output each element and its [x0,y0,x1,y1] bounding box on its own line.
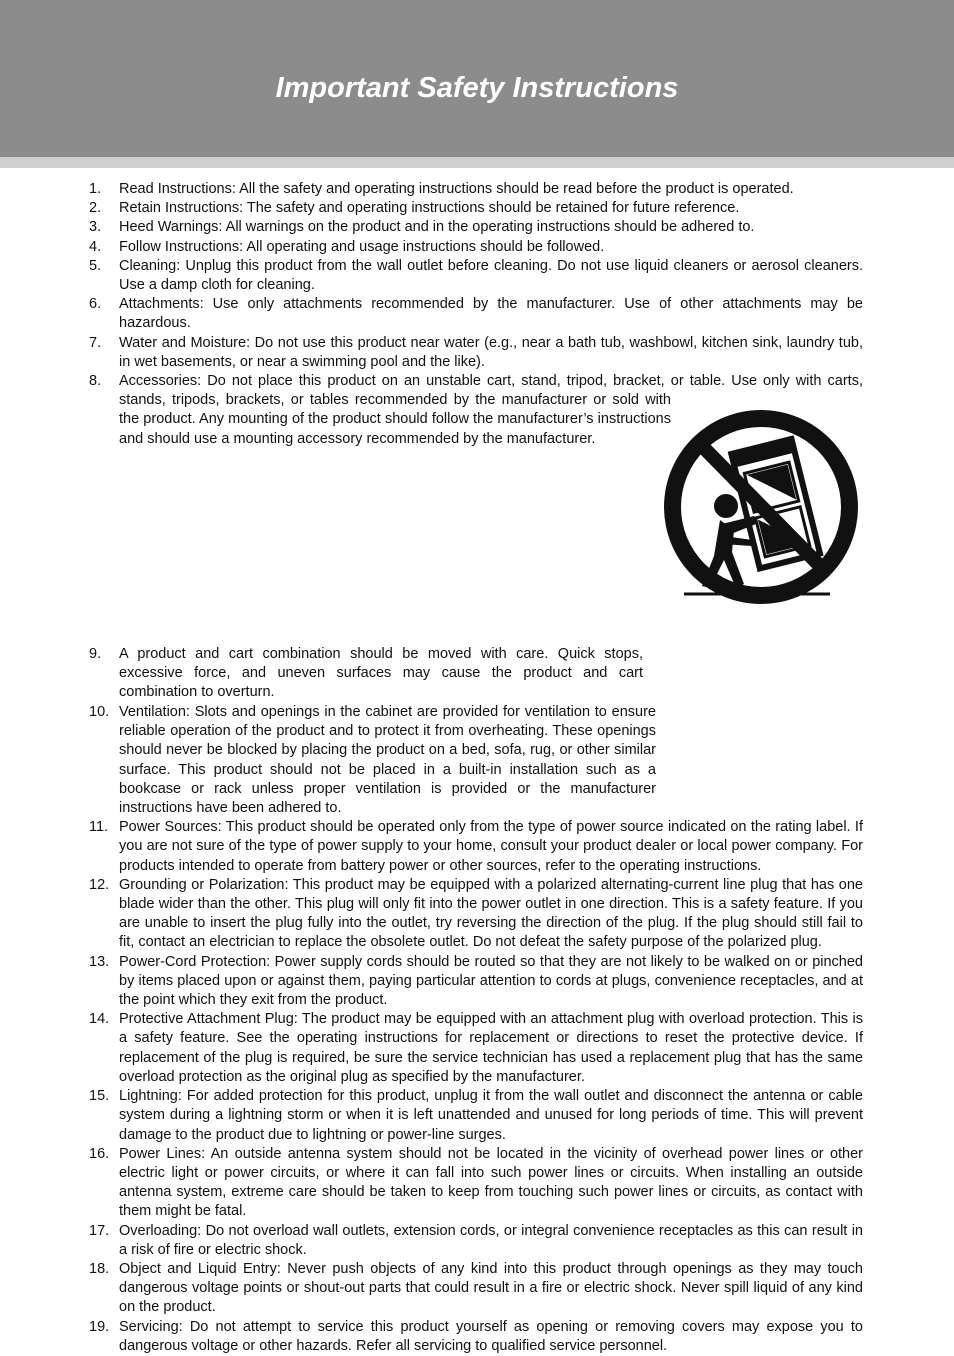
item-number: 7. [89,334,102,351]
item-text: Power Sources: This product should be operated only from the type of power source indicated on the rating label. If you are not sure of the type of power supply to your home, consult your product dealer or local power company. For products intended to operate from battery power or other sources, refer to the operating instructions. [119,819,863,874]
page-title: Important Safety Instructions [275,72,679,104]
item-number: 13. [89,953,110,970]
item-text: Power-Cord Protection: Power supply cords should be routed so that they are not likely to be walked on or pinched by items placed upon or against them, paying particular attention to cords at plugs, convenience receptacles, and at the point which they exit from the product. [119,953,863,1009]
item-number: 8. [89,373,102,390]
item-text: Lightning: For added protection for this product, unplug it from the wall outlet and disconnect the antenna or cable system during a lightning storm or when it is left unattended and unused for long periods of time. This will prevent damage to the product due to lightning or power-line surges. [119,1088,863,1143]
item-number: 19. [89,1318,110,1335]
item-number: 4. [89,238,102,255]
list-item [89,1010,863,1087]
item-text: Retain Instructions: The safety and operating instructions should be retained for future reference. [119,200,740,217]
list-item [89,876,863,953]
item-number: 16. [89,1145,110,1162]
item-text: Water and Moisture: Do not use this product near water (e.g., near a bath tub, washbowl, kitchen sink, laundry tub, in wet basements, or near a swimming pool and the like). [119,334,863,370]
item-number: 12. [89,876,110,893]
instructions-list [89,180,863,1356]
wrap-text-block [119,645,863,703]
item-number: 17. [89,1222,110,1239]
list-item [89,953,863,1011]
item-number: 11. [89,819,109,836]
list-item [89,218,863,237]
item-number: 6. [89,296,102,313]
item-number: 10. [89,704,110,721]
list-item [89,1260,863,1318]
list-item [89,645,863,703]
item-text: Servicing: Do not attempt to service this product yourself as opening or removing covers may expose you to dangerous voltage or other hazards. Refer all servicing to qualified service personnel. [119,1318,863,1354]
list-item [89,1318,863,1356]
item-number: 3. [89,219,102,236]
item-text: Heed Warnings: All warnings on the product and in the operating instructions should be adhered to. [119,219,755,236]
item-text: A product and cart combination should be moved with care. Quick stops, excessive force, and uneven surfaces may cause the product and cart combination to overturn. [119,646,643,701]
no-cart-tip-over-warning-icon [662,408,860,606]
item-number: 2. [89,200,102,217]
item-text: Grounding or Polarization: This product may be equipped with a polarized alternating-current line plug that has one blade wider than the other. This plug will only fit into the power outlet in one direction. This is a safety feature. If you are unable to insert the plug fully into the outlet, try reversing the direction of the plug. If the plug should still fail to fit, contact an electrician to replace the obsolete outlet. Do not defeat the safety purpose of the polarized plug. [119,876,863,951]
page-header [0,0,954,157]
list-item [89,238,863,257]
item-text: Object and Liquid Entry: Never push objects of any kind into this product through openings as they may touch dangerous voltage points or shout-out parts that could result in a fire or electric shock. Never spill liquid of any kind on the product. [119,1260,863,1316]
item-number: 18. [89,1260,110,1277]
list-item [89,295,863,333]
item-text: Power Lines: An outside antenna system should not be located in the vicinity of overhead power lines or other electric light or power circuits, or where it can fall into such power lines or circuits. When installing an outside antenna system, extreme care should be taken to keep from touching such power lines or circuits, as contact with them might be fatal. [119,1145,863,1220]
list-item [89,1087,863,1145]
item-text: Accessories: Do not place this product on an unstable cart, stand, tripod, bracket, or table. Use only with carts, stands, tripods, brackets, or tables recommended by the manufacturer or sold with the product. Any mounting of the product should follow the manufacturer’s instructions and should use a mounting accessory recommended by the manufacturer. [119,373,863,447]
list-item [89,703,863,818]
item-text: Follow Instructions: All operating and usage instructions should be followed. [119,238,605,255]
item-number: 1. [89,181,102,197]
list-item [89,1145,863,1222]
item-number: 14. [89,1011,110,1028]
list-item [89,818,863,876]
list-item [89,334,863,372]
item-text: Read Instructions: All the safety and operating instructions should be read before the product is operated. [119,181,794,197]
item-text: Attachments: Use only attachments recommended by the manufacturer. Use of other attachments may be hazardous. [119,296,863,332]
item-text: Cleaning: Unplug this product from the wall outlet before cleaning. Do not use liquid cleaners or aerosol cleaners. Use a damp cloth for cleaning. [119,257,863,294]
wrap-text-block [119,703,863,818]
item-text: Ventilation: Slots and openings in the cabinet are provided for ventilation to ensure reliable operation of the product and to protect it from overheating. These openings should never be blocked by placing the product on a bed, sofa, rug, or other similar surface. This product should not be placed in a built-in installation such as a bookcase or rack unless proper ventilation is provided or the manufacturer instructions have been adhered to. [119,704,656,817]
item-number: 15. [89,1088,110,1105]
item-number: 5. [89,257,102,274]
list-item [89,1222,863,1260]
header-stripe [0,157,954,168]
item-text: Overloading: Do not overload wall outlets, extension cords, or integral convenience receptacles as this can result in a risk of fire or electric shock. [119,1222,863,1258]
list-item [89,257,863,295]
item-text: Protective Attachment Plug: The product may be equipped with an attachment plug with overload protection. This is a safety feature. See the operating instructions for replacement or directions to reset the protective device. If replacement of the plug is required, be sure the service technician has used a replacement plug that has the same overload protection as the original plug as specified by the manufacturer. [119,1011,863,1085]
item-number: 9. [89,646,102,663]
list-item [89,180,863,199]
list-item [89,199,863,218]
